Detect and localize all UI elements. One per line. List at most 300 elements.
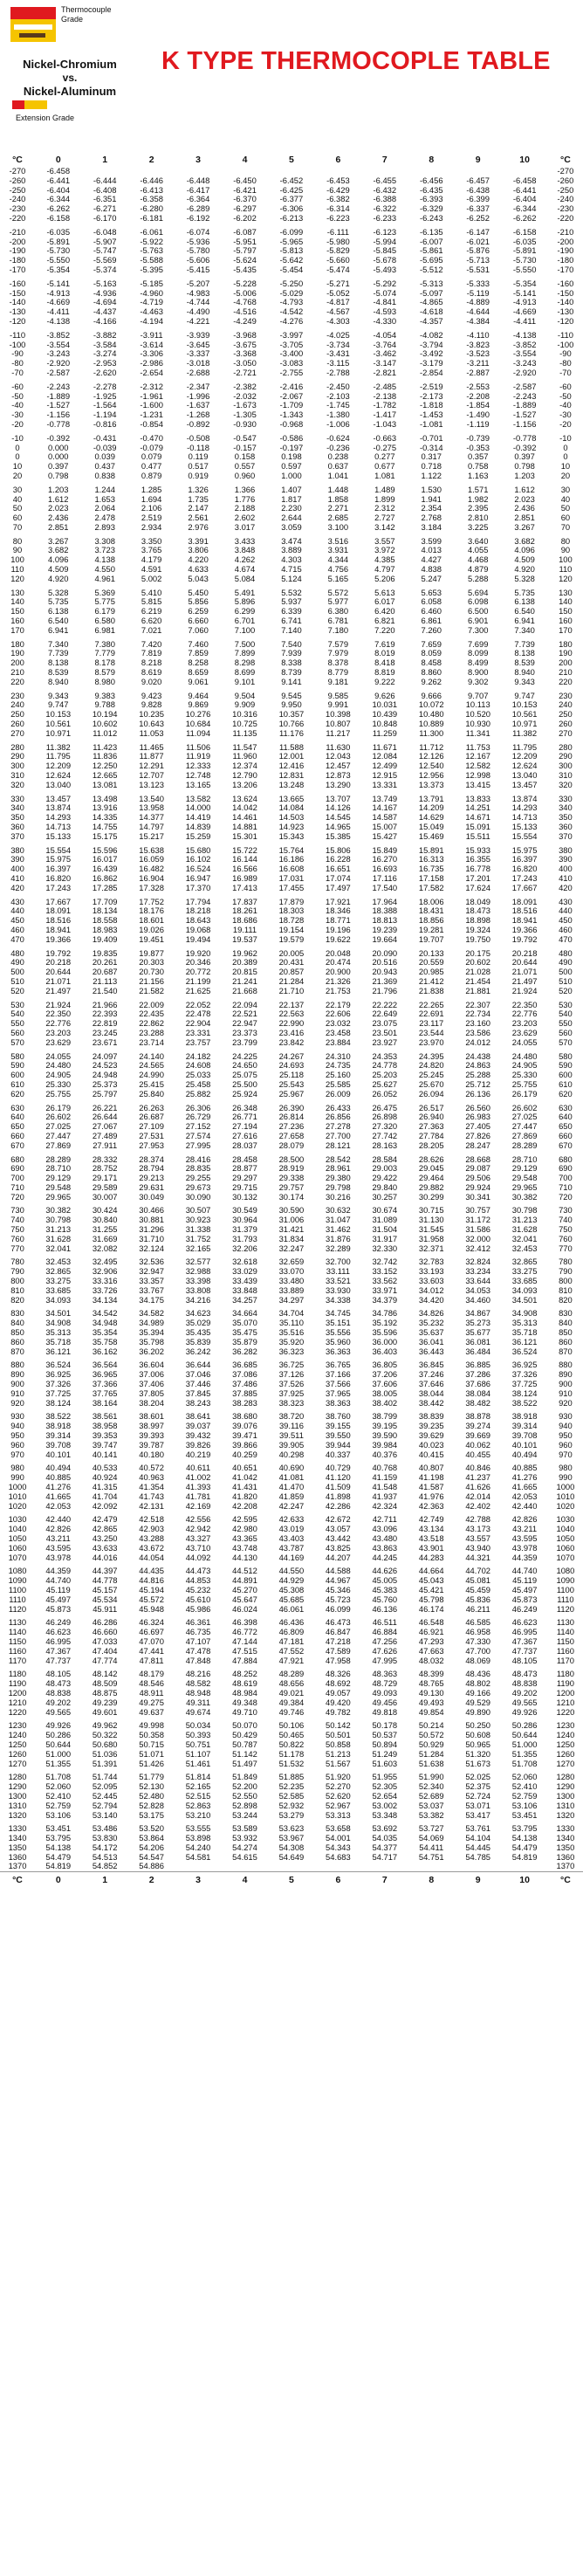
emf-cell: 44.321 [465, 1552, 491, 1562]
emf-cell: -6.432 [373, 184, 397, 195]
emf-cell: 24.353 [372, 1050, 398, 1061]
emf-cell: 28.961 [326, 1163, 351, 1174]
table-row [0, 945, 583, 959]
emf-cell: 50.822 [278, 1739, 305, 1749]
emf-cell: 29.548 [45, 1181, 72, 1192]
emf-cell: 18.941 [45, 924, 72, 934]
emf-cell: -5.228 [233, 278, 257, 288]
emf-cell: 35.960 [326, 1336, 351, 1347]
emf-cell: -6.192 [186, 212, 210, 223]
emf-cell: -5.813 [279, 245, 304, 256]
emf-cell: -6.322 [373, 203, 397, 214]
table-row [0, 893, 583, 907]
emf-cell: 53.106 [511, 1800, 538, 1810]
temperature-cell: 1030 [556, 1514, 575, 1525]
emf-cell: 13.206 [232, 779, 257, 789]
emf-cell: -4.983 [186, 287, 210, 298]
table-row [0, 1253, 583, 1267]
emf-cell: 11.176 [278, 727, 304, 738]
emf-cell: 35.677 [465, 1327, 491, 1338]
emf-cell: 35.718 [511, 1327, 538, 1338]
temperature-cell: 1310 [556, 1800, 575, 1810]
emf-cell: 21.582 [139, 985, 164, 995]
emf-cell: 44.626 [372, 1566, 398, 1576]
emf-cell: 49.565 [511, 1697, 538, 1707]
emf-cell [501, 1862, 547, 1871]
emf-cell: 51.142 [232, 1748, 257, 1759]
emf-cell: -6.444 [93, 175, 117, 185]
emf-cell: 21.497 [511, 975, 538, 986]
emf-cell: 6.981 [94, 624, 115, 635]
emf-cell: 25.543 [278, 1078, 305, 1089]
emf-cell: 3.350 [141, 535, 162, 546]
temperature-cell: -230 [557, 203, 574, 214]
emf-cell: 7.859 [188, 648, 209, 658]
emf-cell: 7.739 [514, 638, 535, 649]
emf-cell: 21.966 [92, 999, 118, 1009]
emf-cell: -6.061 [140, 226, 163, 237]
emf-cell: 36.644 [185, 1360, 211, 1370]
emf-cell: 50.393 [185, 1730, 211, 1740]
table-row [0, 884, 583, 893]
emf-cell: -6.170 [93, 212, 117, 223]
emf-cell: 53.898 [185, 1833, 211, 1843]
emf-cell: 17.667 [511, 882, 538, 892]
temperature-cell: 1320 [8, 1809, 27, 1820]
emf-cell: 23.629 [511, 1027, 538, 1037]
emf-cell: 54.411 [419, 1842, 444, 1852]
emf-cell: 36.685 [232, 1360, 257, 1370]
emf-cell: 54.001 [326, 1833, 351, 1843]
emf-cell: 15.133 [511, 822, 538, 831]
emf-cell: 8.338 [281, 658, 302, 668]
emf-cell: 24.820 [418, 1060, 444, 1071]
emf-cell: 27.447 [511, 1121, 538, 1132]
header [0, 0, 583, 153]
emf-cell: 31.089 [372, 1215, 398, 1225]
temperature-cell: 210 [10, 667, 24, 678]
table-row [0, 1296, 583, 1305]
emf-cell: 49.818 [372, 1706, 398, 1717]
emf-cell: 37.166 [326, 1369, 351, 1380]
emf-cell: 7.540 [281, 638, 302, 649]
emf-cell: 35.798 [139, 1336, 164, 1347]
emf-cell: 36.805 [372, 1360, 398, 1370]
table-row [0, 687, 583, 701]
emf-cell: 49.130 [418, 1687, 444, 1698]
emf-cell: 42.440 [511, 1500, 538, 1511]
emf-cell: 16.651 [326, 864, 351, 874]
emf-cell: 1.653 [94, 493, 115, 504]
emf-cell: 34.460 [465, 1294, 491, 1305]
emf-cell: 20.431 [278, 957, 305, 968]
emf-cell: 48.838 [511, 1678, 538, 1689]
emf-cell: 22.819 [92, 1018, 118, 1029]
emf-cell: 16.313 [418, 854, 444, 864]
column-header: 4 [242, 155, 248, 165]
temperature-cell: 1250 [8, 1739, 27, 1749]
emf-cell: -4.841 [373, 297, 397, 307]
temperature-cell: 440 [10, 906, 24, 916]
emf-cell: 35.920 [278, 1336, 305, 1347]
emf-cell: 51.779 [139, 1772, 164, 1782]
emf-cell: 54.479 [45, 1851, 72, 1862]
emf-cell: -5.163 [93, 278, 117, 288]
emf-cell: 15.764 [278, 844, 305, 855]
emf-cell: 38.044 [418, 1388, 444, 1398]
emf-cell: 52.932 [278, 1800, 305, 1810]
table-row [0, 935, 583, 945]
column-header: 3 [195, 155, 201, 165]
emf-cell: 32.577 [185, 1257, 211, 1267]
emf-cell: -3.734 [326, 339, 350, 349]
emf-cell: -6.297 [233, 203, 257, 214]
emf-cell: -0.392 [512, 442, 537, 452]
emf-cell: -3.852 [512, 339, 537, 349]
emf-cell: 17.964 [372, 896, 398, 906]
emf-cell: 40.924 [92, 1472, 118, 1483]
column-footer: 7 [361, 1872, 408, 1889]
temperature-cell: -90 [11, 348, 24, 359]
emf-cell: 49.637 [139, 1706, 164, 1717]
emf-cell: 23.331 [185, 1027, 211, 1037]
emf-cell: 22.265 [418, 999, 444, 1009]
emf-cell: 47.737 [45, 1655, 72, 1665]
temperature-cell: -220 [9, 212, 26, 223]
temperature-cell: 900 [10, 1379, 24, 1389]
emf-cell: 12.624 [45, 770, 72, 781]
emf-cell: 22.649 [372, 1009, 398, 1019]
emf-cell: -4.768 [233, 297, 257, 307]
temperature-cell: 860 [10, 1336, 24, 1347]
emf-cell: 20.687 [92, 967, 118, 977]
emf-cell: -5.029 [279, 287, 304, 298]
emf-cell: 34.745 [326, 1308, 351, 1319]
emf-cell: 6.941 [514, 616, 535, 626]
emf-cell: 2.685 [327, 513, 349, 523]
temperature-cell: 890 [559, 1369, 573, 1380]
emf-cell: 10.889 [418, 719, 444, 729]
emf-cell: 47.367 [45, 1645, 72, 1656]
emf-cell: 3.931 [327, 545, 349, 555]
emf-cell: 48.619 [232, 1678, 257, 1689]
temperature-cell: 1290 [556, 1781, 575, 1792]
emf-cell: 50.715 [139, 1739, 164, 1749]
emf-cell: 40.337 [326, 1449, 351, 1459]
emf-cell: 2.106 [141, 503, 162, 513]
emf-cell: 27.278 [326, 1121, 351, 1132]
emf-cell: 22.776 [511, 1009, 538, 1019]
temperature-cell: 810 [559, 1285, 573, 1295]
temperature-cell: 150 [10, 606, 24, 616]
emf-cell: 22.521 [232, 1009, 257, 1019]
emf-cell: 33.562 [372, 1276, 398, 1286]
emf-cell: 2.851 [48, 521, 69, 532]
emf-cell: 32.041 [45, 1243, 72, 1253]
emf-cell: 14.629 [418, 812, 444, 823]
temperature-cell: 90 [12, 545, 23, 555]
emf-cell: -5.747 [93, 245, 117, 256]
temperature-cell: 830 [559, 1308, 573, 1319]
emf-cell: 40.180 [139, 1449, 164, 1459]
emf-cell: 6.821 [374, 616, 395, 626]
temperature-cell: -170 [9, 264, 26, 274]
emf-cell: 47.256 [372, 1636, 398, 1646]
emf-cell: 31.213 [45, 1224, 72, 1235]
emf-cell: 51.213 [326, 1748, 351, 1759]
emf-cell: 25.755 [511, 1078, 538, 1089]
emf-cell: 23.799 [232, 1037, 257, 1047]
temperature-cell: 50 [12, 503, 23, 513]
emf-cell: 5.288 [467, 573, 489, 583]
temperature-cell: 1250 [556, 1739, 575, 1749]
temperature-cell: 160 [10, 616, 24, 626]
temperature-cell: 1230 [556, 1720, 575, 1731]
emf-cell: 54.547 [139, 1851, 164, 1862]
emf-cell: 43.327 [185, 1533, 211, 1543]
extension-grade-label: Extension Grade [16, 114, 75, 122]
emf-cell: 52.620 [326, 1790, 351, 1801]
emf-cell: 18.388 [372, 906, 398, 916]
temperature-cell: 220 [559, 676, 573, 686]
emf-cell: 8.539 [514, 658, 535, 668]
temperature-cell: -250 [557, 184, 574, 195]
emf-cell: -5.845 [373, 245, 397, 256]
emf-cell: 32.988 [185, 1266, 211, 1277]
temperature-cell: -10 [11, 432, 24, 443]
emf-cell: 49.202 [511, 1687, 538, 1698]
emf-cell: 37.725 [45, 1388, 72, 1398]
emf-cell: 3.184 [421, 521, 442, 532]
emf-cell: 14.251 [465, 802, 491, 813]
emf-cell: 25.627 [372, 1078, 398, 1089]
emf-cell: 5.532 [281, 587, 302, 597]
emf-cell: 48.363 [372, 1669, 398, 1679]
emf-cell: 28.416 [185, 1154, 211, 1164]
temperature-cell: 650 [559, 1121, 573, 1132]
emf-cell: 31.793 [232, 1233, 257, 1243]
emf-cell: 19.707 [418, 933, 444, 944]
emf-cell: 2.644 [281, 513, 302, 523]
emf-cell: 26.306 [185, 1102, 211, 1112]
temperature-cell: -210 [557, 226, 574, 237]
emf-cell: 12.250 [92, 761, 118, 771]
emf-cell: 16.397 [511, 854, 538, 864]
temperature-cell: 1170 [556, 1655, 574, 1665]
temperature-cell: -170 [557, 264, 574, 274]
emf-cell: 29.631 [139, 1181, 164, 1192]
emf-cell: 14.000 [185, 802, 211, 813]
temperature-cell: 340 [559, 802, 573, 813]
emf-cell: 40.611 [186, 1463, 211, 1473]
emf-cell: -4.082 [419, 329, 443, 340]
temperature-cell: 350 [559, 812, 573, 823]
emf-cell: 39.984 [372, 1439, 398, 1450]
emf-cell: 26.094 [418, 1088, 444, 1099]
emf-cell: 0.437 [94, 461, 115, 472]
emf-cell: 35.879 [232, 1336, 257, 1347]
temperature-cell: -180 [9, 255, 26, 265]
emf-cell: -6.455 [373, 175, 397, 185]
emf-cell: 0.119 [188, 451, 209, 462]
emf-cell: 47.552 [278, 1645, 305, 1656]
emf-cell: 23.884 [326, 1037, 351, 1047]
emf-cell: -2.755 [279, 367, 304, 377]
emf-cell: 44.207 [326, 1552, 351, 1562]
emf-cell: 30.715 [418, 1205, 444, 1216]
emf-cell: 20.985 [418, 967, 444, 977]
emf-cell: -6.306 [279, 203, 304, 214]
temperature-cell: 1300 [556, 1790, 575, 1801]
emf-cell: 35.232 [418, 1318, 444, 1328]
emf-cell: 2.934 [141, 521, 162, 532]
emf-cell: 12.915 [372, 770, 398, 781]
emf-cell: 11.506 [186, 741, 211, 752]
temperature-cell: 190 [10, 648, 24, 658]
emf-cell: 43.595 [45, 1542, 72, 1553]
emf-cell: 24.905 [45, 1070, 72, 1080]
emf-cell: 53.520 [139, 1823, 164, 1834]
emf-cell [361, 1862, 408, 1871]
emf-cell: 15.891 [418, 844, 444, 855]
emf-cell: 7.979 [327, 648, 349, 658]
emf-cell: 23.117 [419, 1018, 444, 1029]
emf-cell: 5.328 [48, 587, 69, 597]
emf-cell: -5.713 [466, 255, 490, 265]
emf-cell: 14.671 [465, 812, 491, 823]
emf-cell: -6.458 [512, 175, 537, 185]
emf-cell: 49.565 [45, 1706, 72, 1717]
emf-cell: 24.438 [465, 1050, 491, 1061]
emf-cell: -6.252 [466, 212, 490, 223]
emf-cell: 0.798 [48, 470, 69, 480]
emf-cell: -6.404 [46, 184, 71, 195]
emf-cell: 12.416 [278, 761, 305, 771]
emf-cell: -3.523 [466, 348, 490, 359]
emf-cell: -3.115 [326, 358, 350, 368]
emf-cell: -0.586 [279, 432, 304, 443]
emf-cell: 6.660 [188, 616, 209, 626]
emf-cell: 35.110 [278, 1318, 304, 1328]
emf-cell [175, 1862, 221, 1871]
emf-cell: 12.374 [232, 761, 257, 771]
emf-cell: 1.899 [374, 493, 395, 504]
emf-cell: 3.723 [94, 545, 115, 555]
emf-cell: 21.710 [278, 985, 305, 995]
temperature-cell: 1300 [8, 1790, 27, 1801]
temperature-cell: 410 [559, 872, 573, 883]
emf-cell: 23.671 [92, 1037, 118, 1047]
emf-cell: 52.060 [45, 1781, 72, 1792]
emf-cell: 13.248 [278, 779, 305, 789]
emf-cell: 49.529 [465, 1697, 491, 1707]
emf-cell: 48.911 [139, 1687, 164, 1698]
emf-cell: 16.566 [232, 864, 257, 874]
emf-cell: 25.330 [45, 1078, 72, 1089]
emf-cell: 2.768 [421, 513, 442, 523]
emf-cell: -5.395 [140, 264, 163, 274]
temperature-cell: 760 [10, 1233, 24, 1243]
emf-cell: 43.173 [465, 1524, 491, 1534]
emf-cell: -5.624 [233, 255, 257, 265]
emf-cell: 22.137 [278, 999, 305, 1009]
emf-cell: 1.285 [141, 484, 162, 494]
emf-cell: 9.302 [467, 676, 489, 686]
emf-cell: 39.314 [511, 1421, 538, 1431]
emf-cell: 8.138 [48, 658, 69, 668]
emf-cell: 42.595 [232, 1514, 257, 1525]
temperature-cell: 210 [559, 667, 573, 678]
emf-cell: 46.660 [92, 1627, 118, 1637]
temperature-cell: 380 [10, 844, 24, 855]
emf-cell: 29.924 [465, 1181, 491, 1192]
emf-cell: 2.519 [141, 513, 162, 523]
emf-cell: 50.465 [278, 1730, 305, 1740]
emf-cell: 2.810 [467, 513, 489, 523]
emf-cell: 47.367 [511, 1636, 538, 1646]
table-row [0, 176, 583, 186]
emf-cell: 16.482 [139, 864, 164, 874]
table-row [0, 1038, 583, 1048]
temperature-cell: 450 [10, 915, 24, 926]
emf-cell: 27.531 [139, 1130, 164, 1140]
emf-cell: 33.726 [92, 1285, 118, 1295]
emf-cell: 23.245 [92, 1027, 118, 1037]
column-header: 8 [429, 155, 435, 165]
temperature-cell: -270 [557, 166, 574, 176]
emf-cell: 11.217 [326, 727, 351, 738]
emf-cell: 32.330 [372, 1243, 398, 1253]
emf-cell: -5.936 [186, 236, 210, 246]
emf-cell: 42.942 [185, 1524, 211, 1534]
emf-cell: 1.244 [94, 484, 115, 494]
emf-cell: 48.399 [418, 1669, 444, 1679]
emf-cell [222, 1862, 268, 1871]
emf-cell: 51.885 [278, 1772, 305, 1782]
emf-cell: 3.225 [467, 521, 489, 532]
emf-cell: -6.262 [46, 203, 71, 214]
emf-cell: -6.243 [419, 212, 443, 223]
emf-cell: 10.480 [418, 709, 444, 720]
emf-cell: -5.454 [279, 264, 304, 274]
emf-cell: 1.982 [467, 493, 489, 504]
emf-cell: 44.359 [511, 1552, 538, 1562]
emf-cell: 41.081 [278, 1472, 305, 1483]
emf-cell: -4.618 [419, 307, 443, 317]
temperature-cell: 10 [12, 461, 23, 472]
emf-cell: -6.147 [466, 226, 490, 237]
emf-cell: 48.838 [45, 1687, 72, 1698]
emf-cell: 17.074 [326, 872, 351, 883]
emf-cell: 17.243 [45, 882, 72, 892]
emf-cell: -4.960 [140, 287, 163, 298]
emf-cell: 46.995 [45, 1636, 72, 1646]
emf-cell: 51.071 [139, 1748, 164, 1759]
emf-cell: 12.209 [45, 761, 72, 771]
temperature-cell: 990 [559, 1472, 573, 1483]
temperature-cell: 1190 [556, 1678, 574, 1689]
emf-cell: -5.531 [466, 264, 490, 274]
emf-cell: 15.975 [45, 854, 72, 864]
emf-cell: -1.490 [466, 410, 490, 420]
emf-cell: 20.857 [278, 967, 305, 977]
emf-cell: 18.218 [185, 906, 211, 916]
table-row [0, 1768, 583, 1782]
temperature-cell: 780 [559, 1257, 573, 1267]
emf-cell: 17.667 [45, 896, 72, 906]
emf-cell [315, 1862, 361, 1871]
emf-cell: 48.984 [232, 1687, 257, 1698]
